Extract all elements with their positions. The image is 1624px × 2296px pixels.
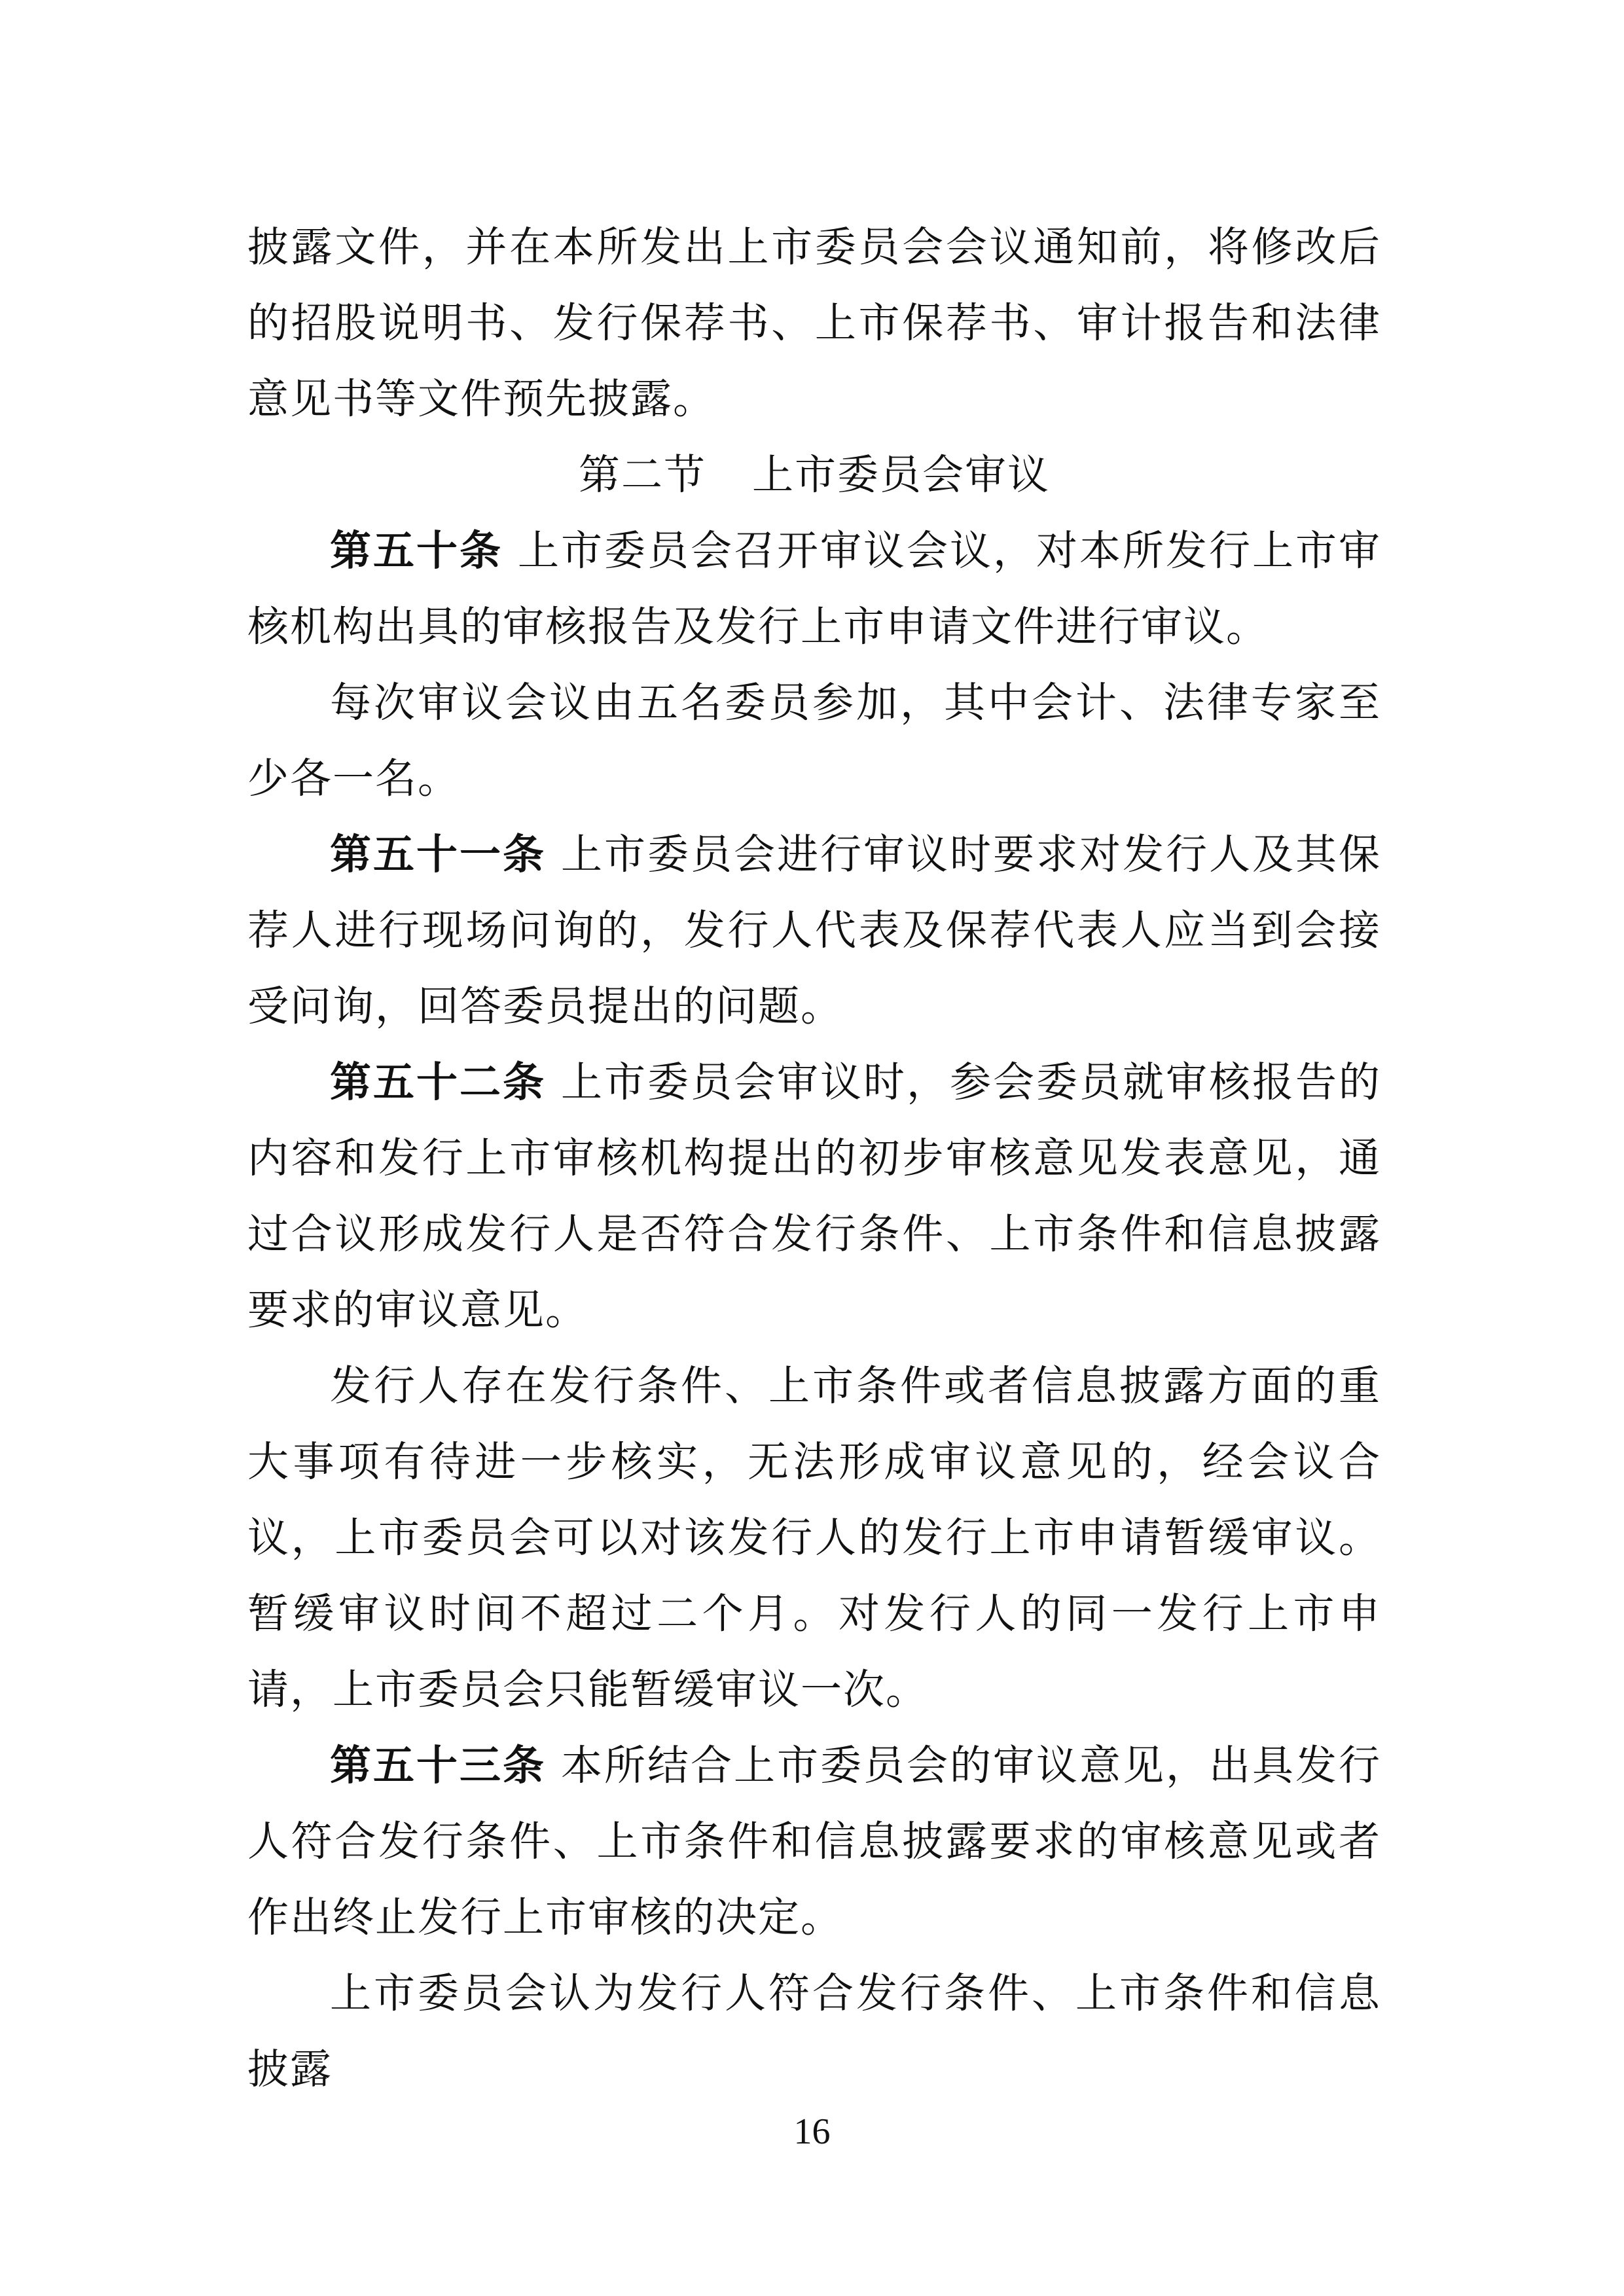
- article-51: [247, 817, 1381, 1045]
- article-text: 上市委员会审议时，参会委员就审核报告的内容和发行上市审核机构提出的初步审核意见发表意见，通过合议形成发行人是否符合发行条件、上市条件和信息披露要求的审议意见。: [247, 1058, 1382, 1334]
- article-text: 上市委员会进行审议时要求对发行人及其保荐人进行现场问询的，发行人代表及保荐代表人应当到会接受问询，回答委员提出的问题。: [247, 831, 1382, 1030]
- article-50: [247, 513, 1381, 665]
- document-body: [247, 209, 1381, 2108]
- article-text: 上市委员会召开审议会议，对本所发行上市审核机构出具的审核报告及发行上市申请文件进行审议。: [247, 527, 1382, 651]
- page-number: 16: [793, 2111, 831, 2152]
- article-label: 第五十二条: [330, 1058, 546, 1106]
- section-number: 第二节: [579, 451, 706, 499]
- article-52: [247, 1045, 1381, 1348]
- article-text: 本所结合上市委员会的审议意见，出具发行人符合发行条件、上市条件和信息披露要求的审核意见或者作出终止发行上市审核的决定。: [247, 1742, 1382, 1941]
- article-label: 第五十条: [330, 527, 503, 575]
- paragraph-continuation: 披露文件，并在本所发出上市委员会会议通知前，将修改后的招股说明书、发行保荐书、上市保荐书、审计报告和法律意见书等文件预先披露。: [247, 223, 1381, 423]
- article-label: 第五十一条: [330, 831, 546, 878]
- paragraph: 每次审议会议由五名委员参加，其中会计、法律专家至少各一名。: [247, 679, 1381, 802]
- section-title: 上市委员会审议: [752, 451, 1050, 499]
- paragraph: 发行人存在发行条件、上市条件或者信息披露方面的重大事项有待进一步核实，无法形成审议意见的，经会议合议，上市委员会可以对该发行人的发行上市申请暂缓审议。暂缓审议时间不超过二个月。对发行人的同一发行上市申请，上市委员会只能暂缓审议一次。: [247, 1362, 1381, 1713]
- paragraph: 上市委员会认为发行人符合发行条件、上市条件和信息披露: [247, 1969, 1381, 2093]
- section-heading: [247, 437, 1381, 513]
- article-label: 第五十三条: [330, 1742, 546, 1789]
- article-53: [247, 1728, 1381, 1956]
